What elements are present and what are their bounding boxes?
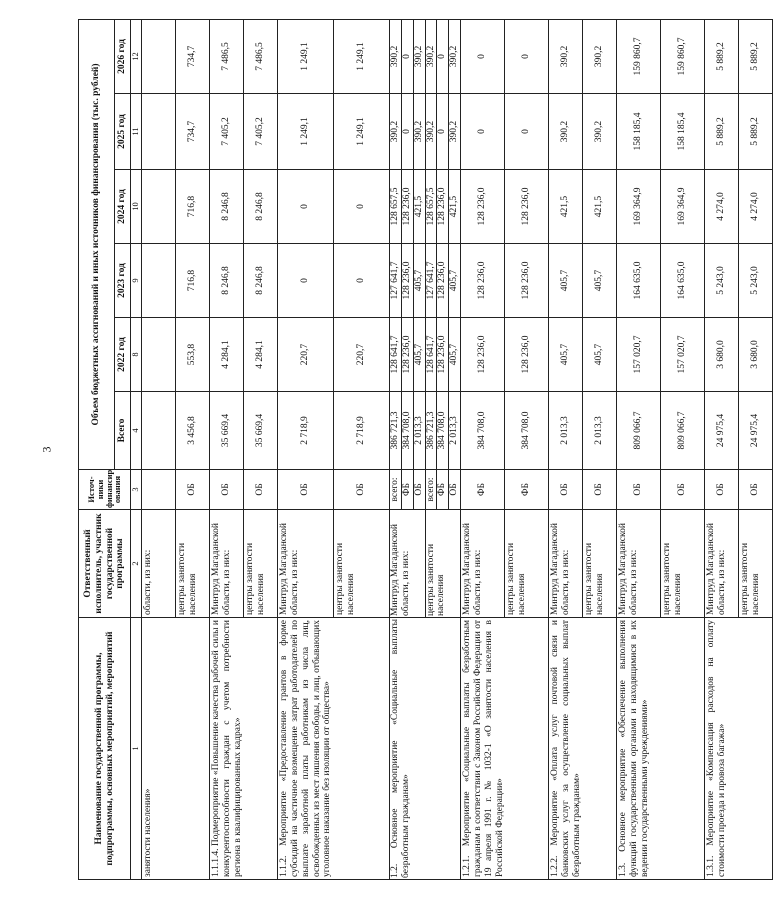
amount-cell: 386 721,3 (425, 392, 437, 470)
table-row (617, 19, 661, 879)
amount-cell: 128 236,0 (505, 244, 549, 318)
budget-table (78, 19, 773, 880)
responsible-cell: Минтруд Магаданской области, из них: (705, 510, 739, 618)
page-number: 3 (39, 446, 54, 453)
amount-cell: 169 364,9 (661, 170, 705, 244)
index-cell: 10 (131, 170, 142, 244)
index-cell: 9 (131, 244, 142, 318)
amount-cell (141, 19, 175, 93)
amount-cell: 390,2 (389, 94, 401, 170)
measure-name: занятости населения» (141, 618, 209, 880)
amount-cell: 128 236,0 (401, 244, 413, 318)
amount-cell: 3 456,8 (175, 392, 209, 470)
responsible-cell: центры занятости населения (505, 510, 549, 618)
amount-cell: 3 680,0 (705, 318, 739, 392)
measure-name: 1.2.1. Мероприятие «Социальные выплаты безработным гражданам в соответствии с Законом Российской Федерации от 19 апреля 1991 г. № 1032-1 «О занятости населения в Российской Федерации» (461, 618, 549, 880)
table-row (209, 19, 243, 879)
measure-name: 1.1.1.4. Подмероприятие «Повышение качества рабочей силы и конкурентоспособности граждан с учетом потребности региона в квалифицированных кадрах» (209, 618, 277, 880)
amount-cell: 405,7 (583, 244, 617, 318)
amount-cell: 2 718,9 (333, 392, 389, 470)
amount-cell: 7 486,5 (209, 19, 243, 93)
amount-cell: 0 (401, 94, 413, 170)
amount-cell: 384 708,0 (401, 392, 413, 470)
amount-cell: 128 236,0 (437, 244, 449, 318)
responsible-cell: Минтруд Магаданской области, из них: (277, 510, 333, 618)
amount-cell: 734,7 (175, 94, 209, 170)
amount-cell: 128 236,0 (461, 318, 505, 392)
amount-cell: 390,2 (425, 94, 437, 170)
amount-cell: 716,8 (175, 170, 209, 244)
amount-cell: 24 975,4 (705, 392, 739, 470)
responsible-cell: центры занятости населения (333, 510, 389, 618)
amount-cell: 0 (333, 244, 389, 318)
amount-cell: 390,2 (549, 19, 583, 93)
amount-cell: 0 (461, 19, 505, 93)
amount-cell: 2 013,3 (583, 392, 617, 470)
responsible-cell: области, из них: (141, 510, 175, 618)
amount-cell: 128 236,0 (461, 244, 505, 318)
amount-cell: 384 708,0 (505, 392, 549, 470)
source-cell: ОБ (175, 470, 209, 510)
amount-cell: 390,2 (583, 19, 617, 93)
amount-cell: 5 243,0 (739, 244, 773, 318)
amount-cell: 159 860,7 (617, 19, 661, 93)
source-cell: ФБ (505, 470, 549, 510)
index-cell: 4 (131, 392, 142, 470)
amount-cell: 169 364,9 (617, 170, 661, 244)
header-year: 2026 год (115, 19, 131, 93)
source-cell: ФБ (401, 470, 413, 510)
responsible-cell: Минтруд Магаданской области, из них: (617, 510, 661, 618)
responsible-cell: центры занятости населения (739, 510, 773, 618)
amount-cell: 164 635,0 (617, 244, 661, 318)
source-cell: ОБ (333, 470, 389, 510)
source-cell: всего: (425, 470, 437, 510)
source-cell: ОБ (739, 470, 773, 510)
amount-cell: 734,7 (175, 19, 209, 93)
amount-cell: 405,7 (549, 318, 583, 392)
table-row (549, 19, 583, 879)
table-row (705, 19, 739, 879)
responsible-cell: центры занятости населения (583, 510, 617, 618)
amount-cell: 5 889,2 (739, 94, 773, 170)
source-cell: ОБ (549, 470, 583, 510)
amount-cell: 8 246,8 (209, 170, 243, 244)
amount-cell: 421,5 (413, 170, 425, 244)
amount-cell: 4 274,0 (705, 170, 739, 244)
responsible-cell: Минтруд Магаданской области, из них: (549, 510, 583, 618)
index-cell: 1 (131, 618, 142, 880)
header-year: 2023 год (115, 244, 131, 318)
source-cell: ОБ (617, 470, 661, 510)
source-cell: ОБ (705, 470, 739, 510)
amount-cell: 8 246,8 (209, 244, 243, 318)
source-cell: ОБ (449, 470, 461, 510)
amount-cell: 809 066,7 (617, 392, 661, 470)
amount-cell: 220,7 (333, 318, 389, 392)
index-cell: 2 (131, 510, 142, 618)
amount-cell: 127 641,7 (425, 244, 437, 318)
amount-cell: 390,2 (449, 94, 461, 170)
amount-cell: 3 680,0 (739, 318, 773, 392)
amount-cell: 390,2 (449, 19, 461, 93)
source-cell: ОБ (243, 470, 277, 510)
table-row (461, 19, 505, 879)
amount-cell: 2 718,9 (277, 392, 333, 470)
amount-cell: 1 249,1 (333, 94, 389, 170)
amount-cell: 0 (333, 170, 389, 244)
header-year: 2022 год (115, 318, 131, 392)
amount-cell: 1 249,1 (333, 19, 389, 93)
amount-cell: 128 236,0 (461, 170, 505, 244)
amount-cell: 405,7 (583, 318, 617, 392)
amount-cell (141, 170, 175, 244)
amount-cell: 405,7 (449, 318, 461, 392)
amount-cell: 0 (401, 19, 413, 93)
amount-cell: 128 657,5 (389, 170, 401, 244)
amount-cell: 421,5 (549, 170, 583, 244)
source-cell (141, 470, 175, 510)
amount-cell: 128 641,7 (425, 318, 437, 392)
measure-name: 1.3.1. Мероприятие «Компенсация расходов на оплату стоимости проезда и провоза багажа» (705, 618, 773, 880)
source-cell: ОБ (583, 470, 617, 510)
amount-cell: 390,2 (583, 94, 617, 170)
amount-cell: 4 284,1 (209, 318, 243, 392)
amount-cell: 405,7 (413, 318, 425, 392)
amount-cell: 1 249,1 (277, 94, 333, 170)
responsible-cell: Минтруд Магаданской области, из них: (209, 510, 243, 618)
amount-cell: 390,2 (425, 19, 437, 93)
amount-cell (141, 94, 175, 170)
responsible-cell: центры занятости населения (243, 510, 277, 618)
amount-cell: 157 020,7 (617, 318, 661, 392)
index-cell: 3 (131, 470, 142, 510)
amount-cell: 128 236,0 (437, 318, 449, 392)
amount-cell: 159 860,7 (661, 19, 705, 93)
amount-cell: 809 066,7 (661, 392, 705, 470)
responsible-cell: центры занятости населения (175, 510, 209, 618)
index-cell: 8 (131, 318, 142, 392)
amount-cell: 0 (461, 94, 505, 170)
amount-cell: 127 641,7 (389, 244, 401, 318)
amount-cell: 5 243,0 (705, 244, 739, 318)
amount-cell: 390,2 (389, 19, 401, 93)
amount-cell: 716,8 (175, 244, 209, 318)
amount-cell (141, 244, 175, 318)
amount-cell: 128 236,0 (505, 318, 549, 392)
source-cell: ОБ (661, 470, 705, 510)
source-cell: ОБ (413, 470, 425, 510)
header-responsible: Ответственный исполнитель, участник государственной программы (79, 510, 131, 618)
table-row (277, 19, 333, 879)
amount-cell (141, 318, 175, 392)
amount-cell: 35 669,4 (243, 392, 277, 470)
amount-cell: 0 (437, 19, 449, 93)
measure-name: 1.2.2. Мероприятие «Оплата услуг почтовой связи и банковских услуг за осуществление социальных выплат безработным гражданам» (549, 618, 617, 880)
index-cell: 12 (131, 19, 142, 93)
amount-cell: 0 (437, 94, 449, 170)
source-cell: всего: (389, 470, 401, 510)
amount-cell: 390,2 (549, 94, 583, 170)
responsible-cell: центры занятости населения (425, 510, 461, 618)
amount-cell: 164 635,0 (661, 244, 705, 318)
amount-cell: 4 274,0 (739, 170, 773, 244)
amount-cell: 4 284,1 (243, 318, 277, 392)
amount-cell: 2 013,3 (549, 392, 583, 470)
amount-cell: 421,5 (449, 170, 461, 244)
amount-cell: 384 708,0 (437, 392, 449, 470)
amount-cell: 158 185,4 (617, 94, 661, 170)
amount-cell (141, 392, 175, 470)
header-volume: Объем бюджетных ассигнований и иных источников финансирования (тыс. рублей) (79, 19, 115, 469)
responsible-cell: Минтруд Магаданской области, из них: (389, 510, 425, 618)
amount-cell: 128 236,0 (505, 170, 549, 244)
amount-cell: 384 708,0 (461, 392, 505, 470)
amount-cell: 7 405,2 (209, 94, 243, 170)
amount-cell: 128 236,0 (401, 318, 413, 392)
amount-cell: 0 (277, 244, 333, 318)
amount-cell: 8 246,8 (243, 244, 277, 318)
amount-cell: 8 246,8 (243, 170, 277, 244)
amount-cell: 421,5 (583, 170, 617, 244)
amount-cell: 128 657,5 (425, 170, 437, 244)
amount-cell: 0 (505, 19, 549, 93)
header-source: Источ-ники финансир ования (79, 470, 131, 510)
header-name: Наименование государственной программы, подпрограммы, основных мероприятий, мероприятий (79, 618, 131, 880)
amount-cell: 128 236,0 (437, 170, 449, 244)
amount-cell: 405,7 (549, 244, 583, 318)
amount-cell: 390,2 (413, 94, 425, 170)
amount-cell: 128 641,7 (389, 318, 401, 392)
source-cell: ФБ (437, 470, 449, 510)
amount-cell: 386 721,3 (389, 392, 401, 470)
measure-name: 1.2. Основное мероприятие «Социальные выплаты безработным гражданам» (389, 618, 461, 880)
amount-cell: 7 486,5 (243, 19, 277, 93)
table-row (389, 19, 401, 879)
amount-cell: 158 185,4 (661, 94, 705, 170)
source-cell: ФБ (461, 470, 505, 510)
amount-cell: 220,7 (277, 318, 333, 392)
source-cell: ОБ (277, 470, 333, 510)
responsible-cell: центры занятости населения (661, 510, 705, 618)
header-total: Всего (115, 392, 131, 470)
source-cell: ОБ (209, 470, 243, 510)
amount-cell: 35 669,4 (209, 392, 243, 470)
amount-cell: 5 889,2 (739, 19, 773, 93)
amount-cell: 24 975,4 (739, 392, 773, 470)
rotated-table-container (78, 20, 762, 880)
amount-cell: 5 889,2 (705, 94, 739, 170)
amount-cell: 553,8 (175, 318, 209, 392)
responsible-cell: Минтруд Магаданской области, из них: (461, 510, 505, 618)
amount-cell: 2 013,3 (413, 392, 425, 470)
amount-cell: 7 405,2 (243, 94, 277, 170)
header-year: 2025 год (115, 94, 131, 170)
amount-cell: 128 236,0 (401, 170, 413, 244)
amount-cell: 405,7 (449, 244, 461, 318)
header-year: 2024 год (115, 170, 131, 244)
amount-cell: 390,2 (413, 19, 425, 93)
amount-cell: 157 020,7 (661, 318, 705, 392)
amount-cell: 405,7 (413, 244, 425, 318)
index-cell: 11 (131, 94, 142, 170)
amount-cell: 2 013,3 (449, 392, 461, 470)
table-row (141, 19, 175, 879)
measure-name: 1.3. Основное мероприятие «Обеспечение выполнения функций государственными органами и находящимися в их ведении государственными учреждениями» (617, 618, 705, 880)
measure-name: 1.1.2. Мероприятие «Предоставление грантов в форме субсидий на частичное возмещение затрат работодателей по выплате заработной платы работникам из числа лиц, освобожденных из мест лишения свободы, и лиц, отбывающих уголовное наказание без изоляции от общества» (277, 618, 389, 880)
amount-cell: 0 (277, 170, 333, 244)
amount-cell: 0 (505, 94, 549, 170)
amount-cell: 1 249,1 (277, 19, 333, 93)
amount-cell: 5 889,2 (705, 19, 739, 93)
